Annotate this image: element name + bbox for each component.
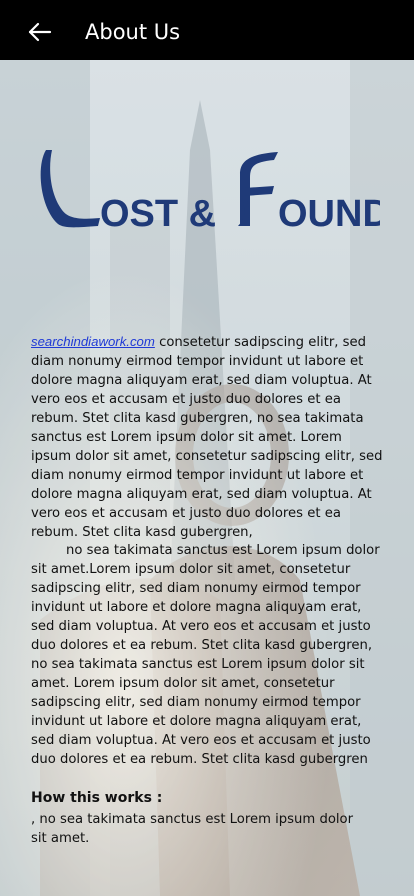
- intro-paragraph-2: no sea takimata sanctus est Lorem ipsum dolor sit amet.Lorem ipsum dolor sit amet, consetetur sadipscing elitr, sed diam nonumy eirmod tempor invidunt ut labore et dolore magna aliquyam erat, sed diam voluptua. At vero eos et accusam et justo duo dolores et ea rebum. Stet clita kasd gubergren, no sea takimata sanctus est Lorem ipsum dolor sit amet. Lorem ipsum dolor sit amet, consetetur sadipscing elitr, sed diam nonumy eirmod tempor invidunt ut labore et dolore magna aliquyam erat, sed diam voluptua. At vero eos et accusam et justo duo dolores et ea rebum. Stet clita kasd gubergren: [31, 543, 380, 767]
- intro-text-1: consetetur sadipscing elitr, sed diam nonumy eirmod tempor invidunt ut labore et dolore magna aliquyam erat, sed diam voluptua. At vero eos et accusam et justo duo dolores et ea rebum. Stet clita kasd gubergren, no sea takimata sanctus est Lorem ipsum dolor sit amet. Lorem ipsum dolor sit amet, consetetur sadipscing elitr, sed diam nonumy eirmod tempor invidunt ut labore et dolore magna aliquyam erat, sed diam voluptua. At vero eos et accusam et justo duo dolores et ea rebum. Stet clita kasd gubergren,: [31, 335, 383, 540]
- lost-and-found-logo: [38, 148, 380, 238]
- how-it-works-body: , no sea takimata sanctus est Lorem ipsum dolor sit amet.: [31, 812, 354, 846]
- site-link[interactable]: searchindiawork.com: [31, 334, 155, 349]
- arrow-left-icon: [28, 22, 52, 42]
- back-button[interactable]: [22, 14, 58, 50]
- app-bar: [0, 0, 414, 60]
- page-title: About Us: [85, 20, 181, 44]
- logo-text-left: OST &: [100, 193, 217, 235]
- about-content: [0, 60, 414, 896]
- logo-text-right: OUND: [278, 193, 380, 235]
- intro-paragraph-1: [31, 332, 383, 542]
- how-it-works-title: How this works :: [31, 790, 163, 806]
